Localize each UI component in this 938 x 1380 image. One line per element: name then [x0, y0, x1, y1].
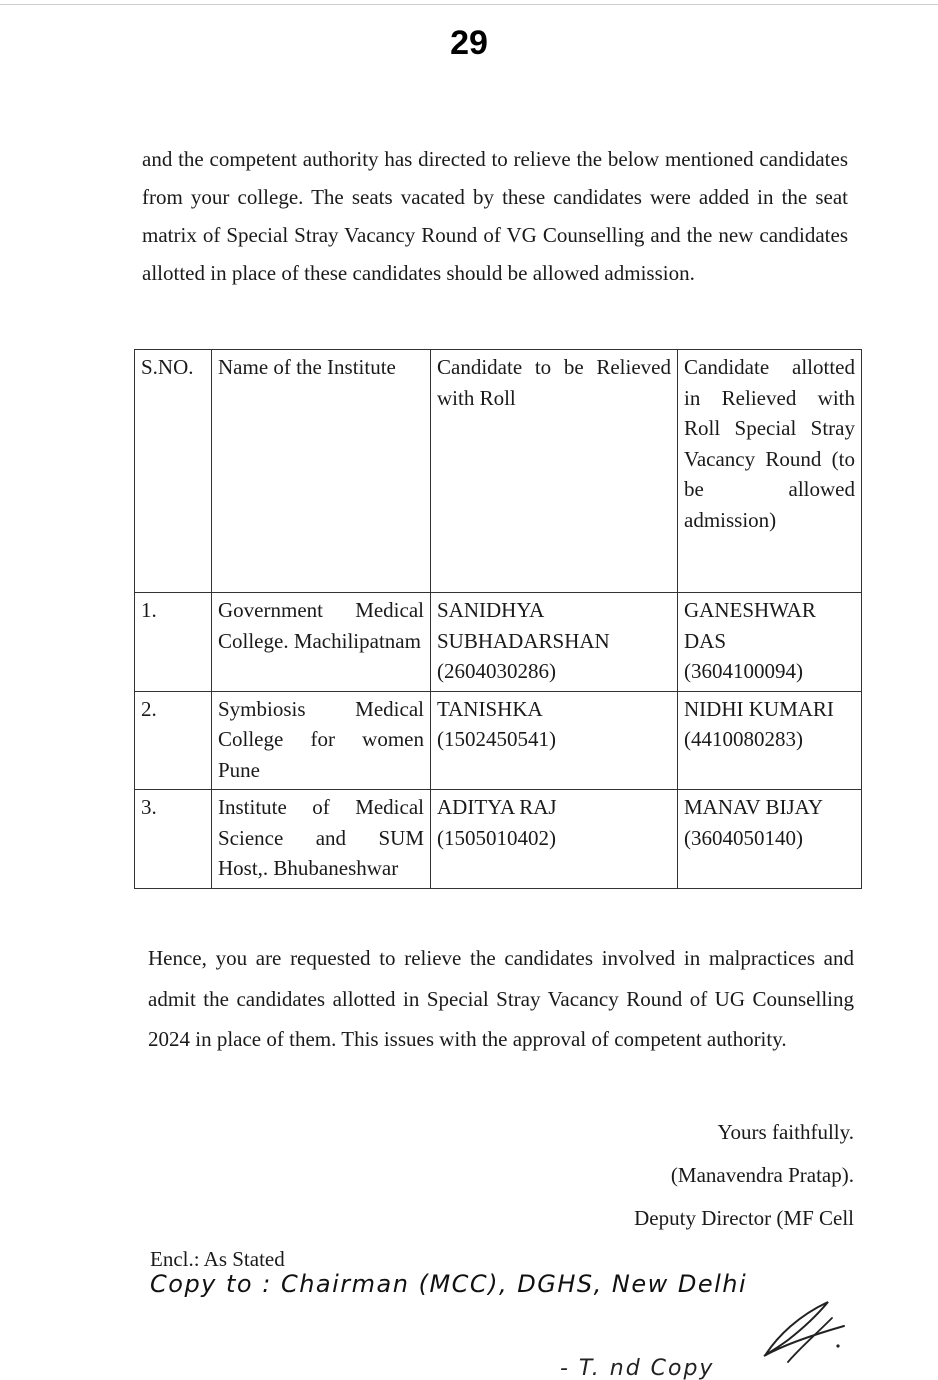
intro-paragraph: and the competent authority has directed to relieve the below mentioned candidates from your college. The seats vacated by these candidates were added in the seat matrix of Special Stray Vacancy Round of VG Counselling and the new candidates allotted in place of these candidates should be allowed admission.: [142, 147, 848, 285]
signoff-salutation: Yours faithfully.: [717, 1120, 854, 1144]
handwritten-signature: [758, 1296, 850, 1366]
allotted-roll: (3604050140): [684, 825, 803, 850]
row-allotted: [678, 691, 862, 790]
row-sno: 2.: [135, 691, 212, 790]
allotted-roll: (3604100094): [684, 659, 803, 683]
header-relieved: Candidate to be Relieved with Roll: [431, 350, 678, 593]
relieved-name: TANISHKA: [437, 696, 543, 721]
header-sno: S.NO.: [135, 350, 212, 593]
row-allotted: [678, 593, 862, 692]
allotted-name: GANESHWAR DAS: [684, 598, 816, 653]
handwritten-copy-to: Copy to : Chairman (MCC), DGHS, New Delhi: [150, 1270, 748, 1298]
row-relieved: [431, 691, 678, 790]
page-number: 29: [450, 24, 488, 62]
table-header-row: [135, 350, 862, 593]
candidates-table: [134, 349, 862, 889]
row-sno: 3.: [135, 790, 212, 889]
table-row: [135, 691, 862, 790]
header-allotted: Candidate allotted in Relieved with Roll Special Stray Vacancy Round (to be allowed admission): [678, 350, 862, 593]
row-institute: Symbiosis Medical College for women Pune: [212, 691, 431, 790]
page-top-border: [0, 4, 938, 5]
allotted-roll: (4410080283): [684, 727, 803, 751]
relieved-roll: (1502450541): [437, 727, 556, 751]
row-relieved: [431, 593, 678, 692]
signoff-designation: Deputy Director (MF Cell: [634, 1206, 854, 1230]
row-institute: Institute of Medical Science and SUM Host,. Bhubaneshwar: [212, 790, 431, 889]
handwritten-truncated-note: - T. nd Copy: [560, 1356, 715, 1380]
allotted-name: NIDHI KUMARI: [684, 696, 834, 721]
relieved-roll: (2604030286): [437, 659, 556, 683]
row-institute: Government Medical College. Machilipatnam: [212, 593, 431, 692]
row-allotted: [678, 790, 862, 889]
enclosure-note: Encl.: As Stated: [150, 1247, 285, 1271]
relieved-name: ADITYA RAJ: [437, 795, 557, 819]
row-sno: 1.: [135, 593, 212, 692]
allotted-name: MANAV BIJAY: [684, 795, 824, 819]
closing-paragraph: Hence, you are requested to relieve the candidates involved in malpractices and admit the candidates allotted in Special Stray Vacancy Round of UG Counselling 2024 in place of them. This issues with the approval of competent authority.: [148, 946, 854, 1051]
table-row: [135, 790, 862, 889]
header-institute: Name of the Institute: [212, 350, 431, 593]
signoff-name: (Manavendra Pratap).: [670, 1163, 854, 1187]
relieved-roll: (1505010402): [437, 825, 556, 850]
relieved-name: SANIDHYA SUBHADARSHAN: [437, 598, 610, 653]
row-relieved: [431, 790, 678, 889]
table-row: [135, 593, 862, 692]
